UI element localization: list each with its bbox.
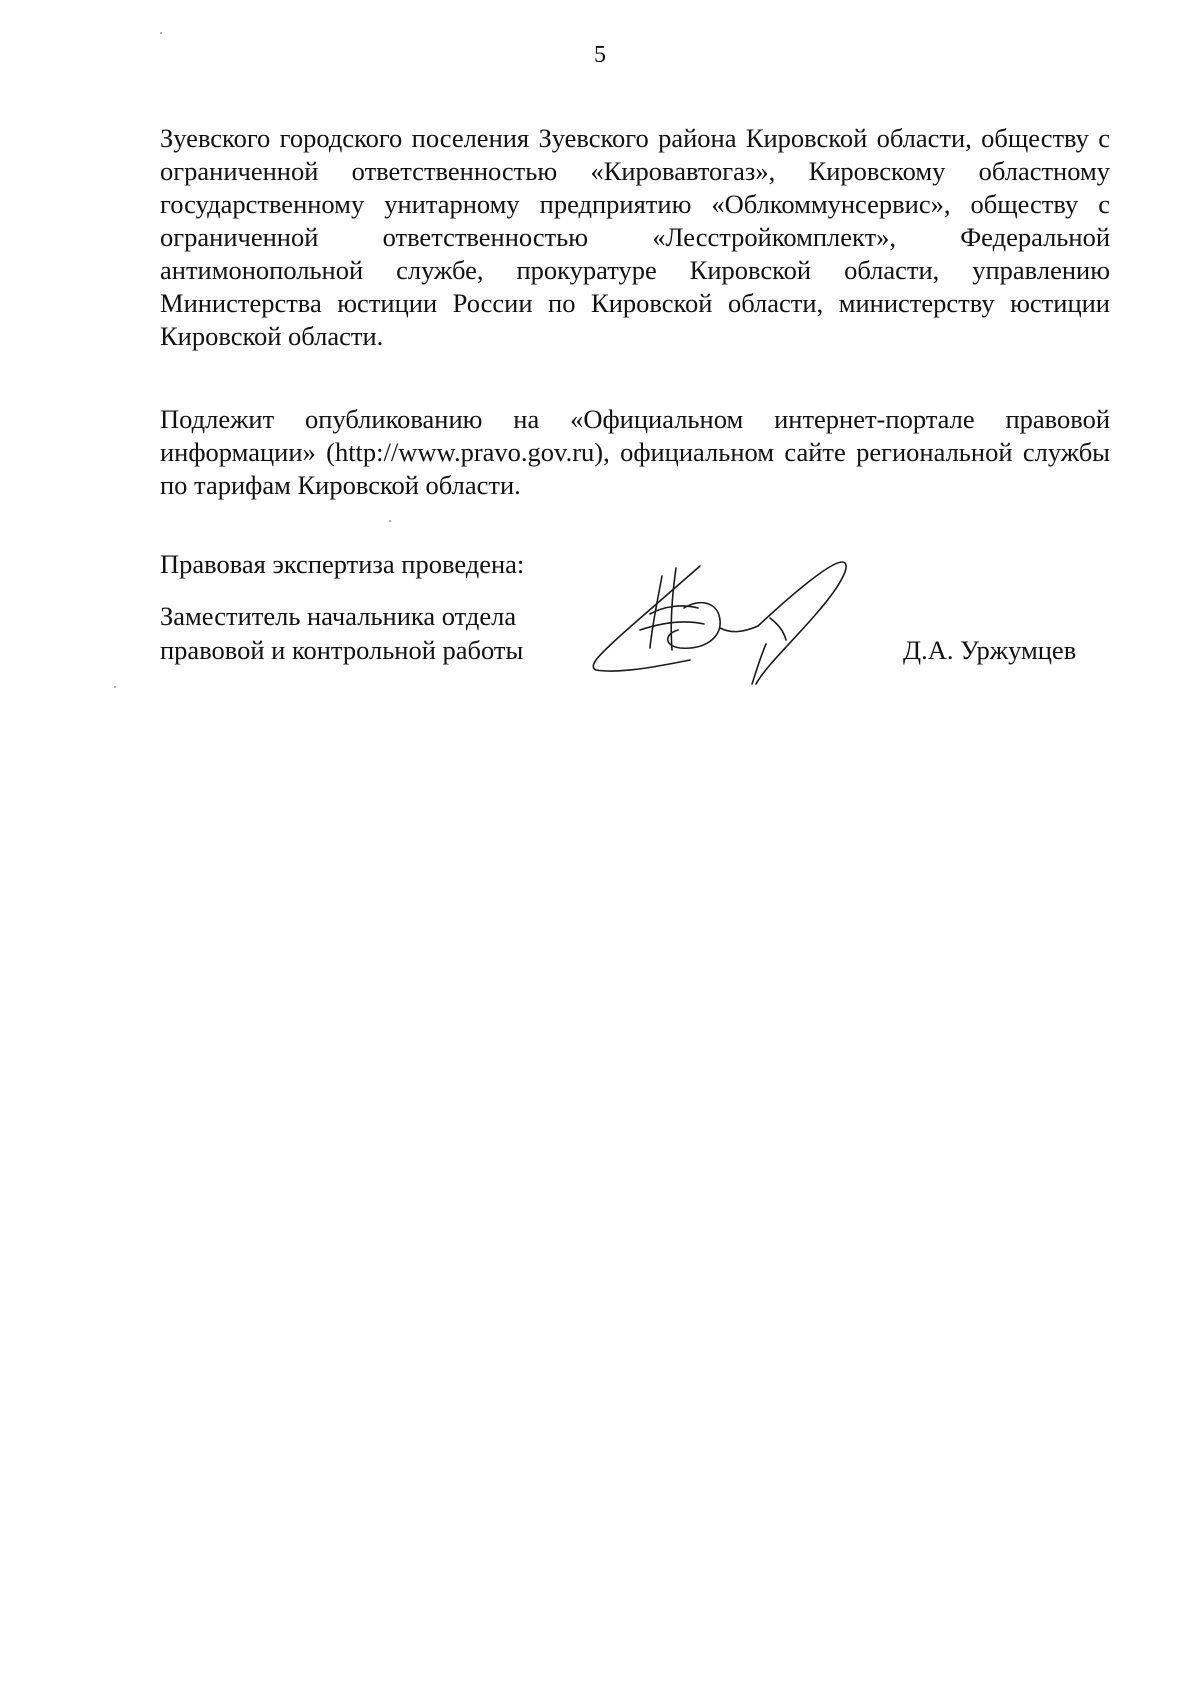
- legal-review-heading: Правовая экспертиза проведена:: [160, 549, 525, 579]
- signatory-position: [160, 599, 523, 667]
- body-paragraph-recipients: Зуевского городского поселения Зуевского района Кировской области, обществу с ограниченной ответственностью «Кировавтогаз», Кировскому областному государственному унитарному предприятию «Облкоммунсервис», обществу с ограниченной ответственностью «Лесстройкомплект», Федеральной антимонопольной службе, прокуратуре Кировской области, управлению Министерства юстиции России по Кировской области, министерству юстиции Кировской области.: [160, 123, 1110, 351]
- scan-speck: [114, 686, 116, 688]
- scan-speck: [160, 32, 162, 34]
- signatory-position-line-1: Заместитель начальника отдела: [160, 601, 517, 631]
- signatory-position-line-2: правовой и контрольной работы: [160, 635, 524, 665]
- handwritten-signature-icon: [580, 548, 900, 688]
- signatory-name: Д.А. Уржумцев: [903, 635, 1077, 665]
- scan-speck: [389, 520, 391, 522]
- body-paragraph-publication: Подлежит опубликованию на «Официальном интернет-портале правовой информации» (http://www.pravo.gov.ru), официальном сайте региональной службы по тарифам Кировской области.: [160, 404, 1110, 500]
- page-number: 5: [594, 42, 606, 68]
